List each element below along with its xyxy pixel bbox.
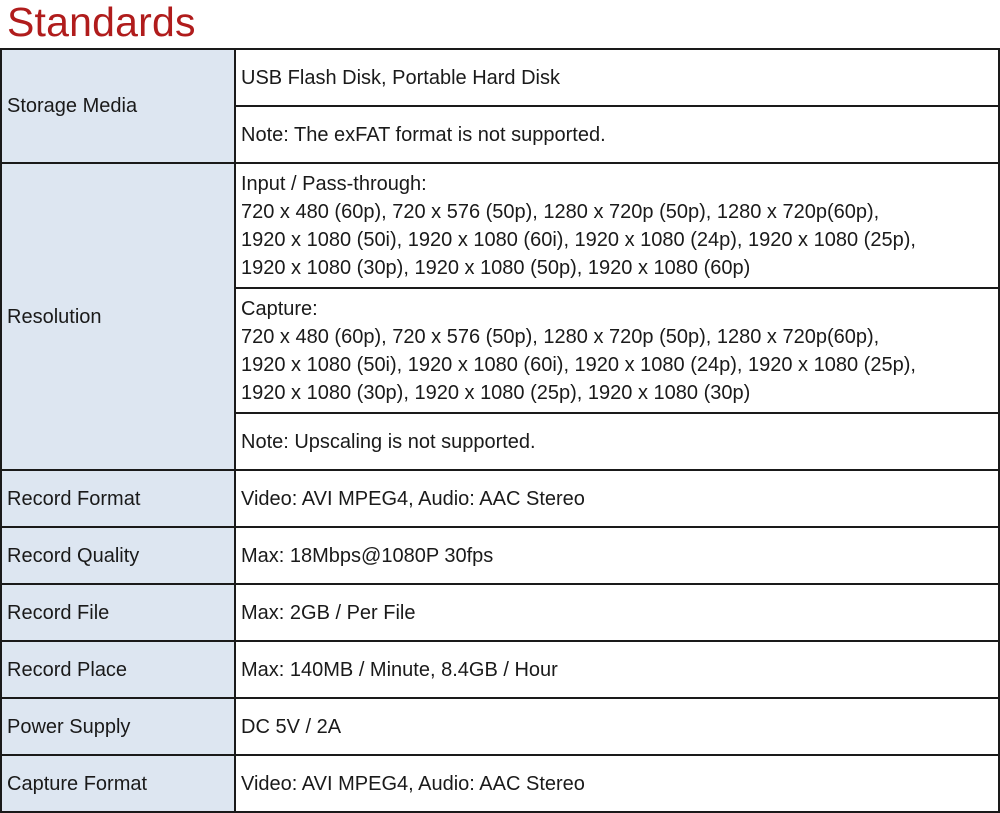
value-line: Video: AVI MPEG4, Audio: AAC Stereo [241,772,585,795]
value-line: 1920 x 1080 (30p), 1920 x 1080 (50p), 1920 x 1080 (60p) [241,257,751,279]
value-line: 1920 x 1080 (50i), 1920 x 1080 (60i), 1920 x 1080 (24p), 1920 x 1080 (25p), [241,354,916,376]
row-value [235,584,999,641]
table-row [1,49,999,106]
row-value [235,641,999,698]
value-line: 720 x 480 (60p), 720 x 576 (50p), 1280 x 720p (50p), 1280 x 720p(60p), [241,326,880,348]
row-value [235,106,999,163]
row-value [235,288,999,413]
page-title: Standards [7,0,196,45]
value-line: DC 5V / 2A [241,715,342,738]
table-row [1,470,999,527]
value-line: 1920 x 1080 (30p), 1920 x 1080 (25p), 1920 x 1080 (30p) [241,382,751,404]
table-row [1,755,999,812]
table-row [1,698,999,755]
value-line: 1920 x 1080 (50i), 1920 x 1080 (60i), 1920 x 1080 (24p), 1920 x 1080 (25p), [241,229,916,251]
row-label: Storage Media [1,49,235,163]
row-value [235,163,999,288]
row-value [235,698,999,755]
row-label: Record Quality [1,527,235,584]
value-line: Max: 140MB / Minute, 8.4GB / Hour [241,658,558,681]
value-line: Input / Pass-through: [241,173,427,195]
row-label: Record File [1,584,235,641]
table-row [1,584,999,641]
row-value [235,470,999,527]
standards-table [0,48,1000,813]
value-line: Max: 2GB / Per File [241,601,416,624]
value-line: Note: The exFAT format is not supported. [241,123,606,146]
row-label: Record Place [1,641,235,698]
row-value [235,413,999,470]
row-label: Record Format [1,470,235,527]
value-line: Video: AVI MPEG4, Audio: AAC Stereo [241,487,585,510]
table-row [1,527,999,584]
row-value [235,527,999,584]
row-label: Power Supply [1,698,235,755]
value-line: Capture: [241,298,318,320]
table-row [1,641,999,698]
table-row [1,163,999,288]
row-label: Resolution [1,163,235,470]
value-line: USB Flash Disk, Portable Hard Disk [241,66,560,89]
row-value [235,49,999,106]
row-value [235,755,999,812]
row-label: Capture Format [1,755,235,812]
value-line: Max: 18Mbps@1080P 30fps [241,544,494,567]
value-line: Note: Upscaling is not supported. [241,430,536,453]
value-line: 720 x 480 (60p), 720 x 576 (50p), 1280 x 720p (50p), 1280 x 720p(60p), [241,201,880,223]
